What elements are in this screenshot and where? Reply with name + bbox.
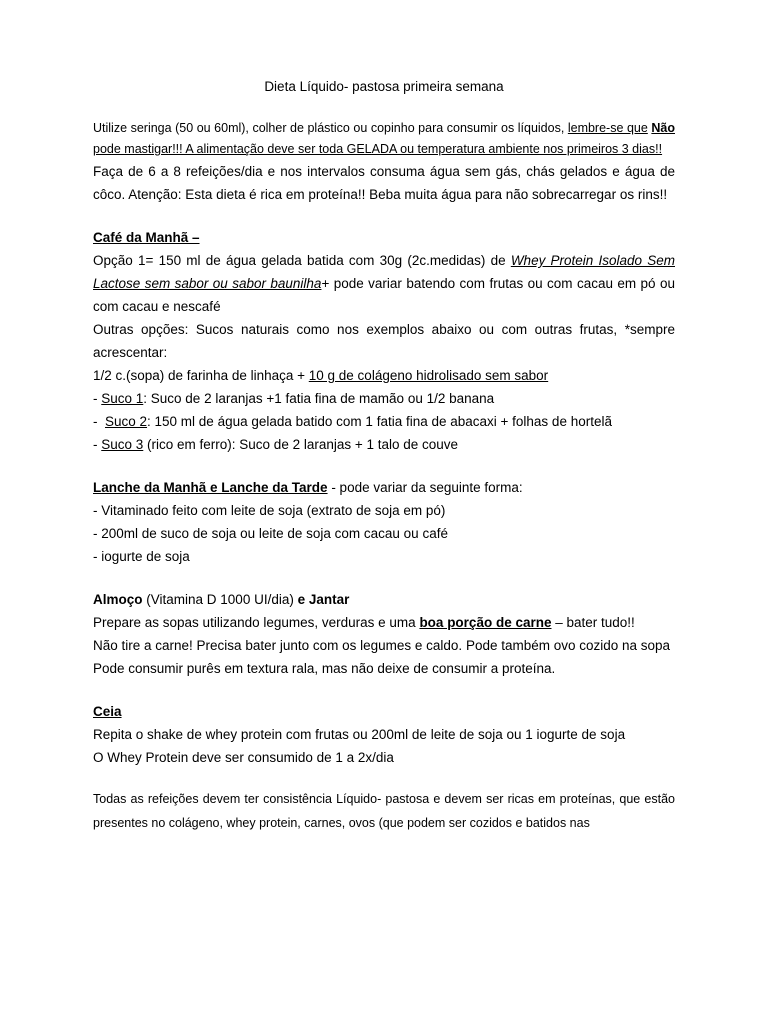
- cafe-op1-product: Whey Protein Isolado Sem Lactose sem sabor ou sabor baunilha: [93, 253, 675, 291]
- ceia-heading: [93, 700, 675, 723]
- almoco-l1-start: Prepare as sopas utilizando legumes, verduras e uma: [93, 615, 420, 630]
- ceia-line-1: Repita o shake de whey protein com frutas ou 200ml de leite de soja ou 1 iogurte de soja: [93, 727, 626, 742]
- suco-2-prefix: -: [93, 414, 105, 429]
- intro-text-1: Utilize seringa (50 ou 60ml), colher de plástico ou copinho para consumir os líquidos,: [93, 121, 568, 135]
- cafe-outras: Outras opções: Sucos naturais como nos exemplos abaixo ou com outras frutas, *sempre acrescentar:: [93, 322, 675, 360]
- cafe-heading: [93, 226, 675, 249]
- intro-underline: lembre-se que: [567, 121, 648, 135]
- suco-1-label: Suco 1: [101, 391, 144, 406]
- cafe-linhaca-start: 1/2 c.(sopa) de farinha de linhaça +: [93, 368, 309, 383]
- intro-text-2: pode mastigar!!! A alimentação deve ser toda GELADA ou temperatura ambiente nos primeiros 3 dias!!: [93, 142, 663, 156]
- lanche-heading: [93, 476, 675, 499]
- suco-3-prefix: -: [93, 437, 102, 452]
- almoco-line-2: Não tire a carne! Precisa bater junto com os legumes e caldo. Pode também ovo cozido na sopa: [93, 638, 671, 653]
- cafe-heading-text: Café da Manhã –: [93, 230, 200, 245]
- lanche-item: - Vitaminado feito com leite de soja (extrato de soja em pó): [93, 503, 446, 518]
- suco-1-text: : Suco de 2 laranjas +1 fatia fina de mamão ou 1/2 banana: [143, 391, 495, 406]
- lanche-heading-rest: - pode variar da seguinte forma:: [327, 480, 523, 495]
- cafe-suco-2: [93, 410, 675, 433]
- almoco-heading-mid: (Vitamina D 1000 UI/dia): [142, 592, 298, 607]
- almoco-l1-end: – bater tudo!!: [551, 615, 635, 630]
- ceia-heading-text: Ceia: [93, 704, 122, 719]
- lanche-item: - iogurte de soja: [93, 549, 190, 564]
- cafe-op1-start: Opção 1= 150 ml de água gelada batida com 30g (2c.medidas) de: [93, 253, 511, 268]
- intro-paragraph: [93, 118, 675, 160]
- page-title: Dieta Líquido- pastosa primeira semana: [264, 79, 504, 94]
- suco-2-text: : 150 ml de água gelada batido com 1 fatia fina de abacaxi + folhas de hortelã: [147, 414, 612, 429]
- suco-1-prefix: -: [93, 391, 102, 406]
- cafe-option-1: [93, 249, 675, 318]
- suco-2-label: Suco 2: [105, 414, 148, 429]
- lanche-heading-text: Lanche da Manhã e Lanche da Tarde: [93, 480, 328, 495]
- almoco-heading-bold: Almoço: [93, 592, 143, 607]
- suco-3-text: (rico em ferro): Suco de 2 laranjas + 1 talo de couve: [143, 437, 459, 452]
- cafe-suco-3: [93, 433, 675, 456]
- intro-bold-nao: Não: [651, 121, 675, 135]
- cafe-colageno: 10 g de colágeno hidrolisado sem sabor: [308, 368, 549, 383]
- almoco-line-3: Pode consumir purês em textura rala, mas não deixe de consumir a proteína.: [93, 661, 556, 676]
- cafe-op1-end: + pode variar batendo com frutas ou com cacau em pó ou com cacau e nescafé: [93, 276, 675, 314]
- lanche-item: - 200ml de suco de soja ou leite de soja com cacau ou café: [93, 526, 448, 541]
- ceia-line-2: O Whey Protein deve ser consumido de 1 a 2x/dia: [93, 750, 394, 765]
- almoco-line-1: [93, 611, 675, 634]
- almoco-l1-bold: boa porção de carne: [419, 615, 552, 630]
- suco-3-label: Suco 3: [101, 437, 144, 452]
- intro-paragraph-2: Faça de 6 a 8 refeições/dia e nos intervalos consuma água sem gás, chás gelados e água de côco. Atenção: Esta dieta é rica em proteína!! Beba muita água para não sobrecarregar os rins!!: [93, 164, 675, 202]
- footer-paragraph: Todas as refeições devem ter consistência Líquido- pastosa e devem ser ricas em proteínas, que estão presentes no colágeno, whey protein, carnes, ovos (que podem ser cozidos e batidos nas: [93, 792, 675, 830]
- jantar-heading-bold: e Jantar: [297, 592, 350, 607]
- cafe-suco-1: [93, 387, 675, 410]
- cafe-linhaca: [93, 364, 675, 387]
- almoco-heading: [93, 588, 675, 611]
- document-page: [93, 78, 675, 835]
